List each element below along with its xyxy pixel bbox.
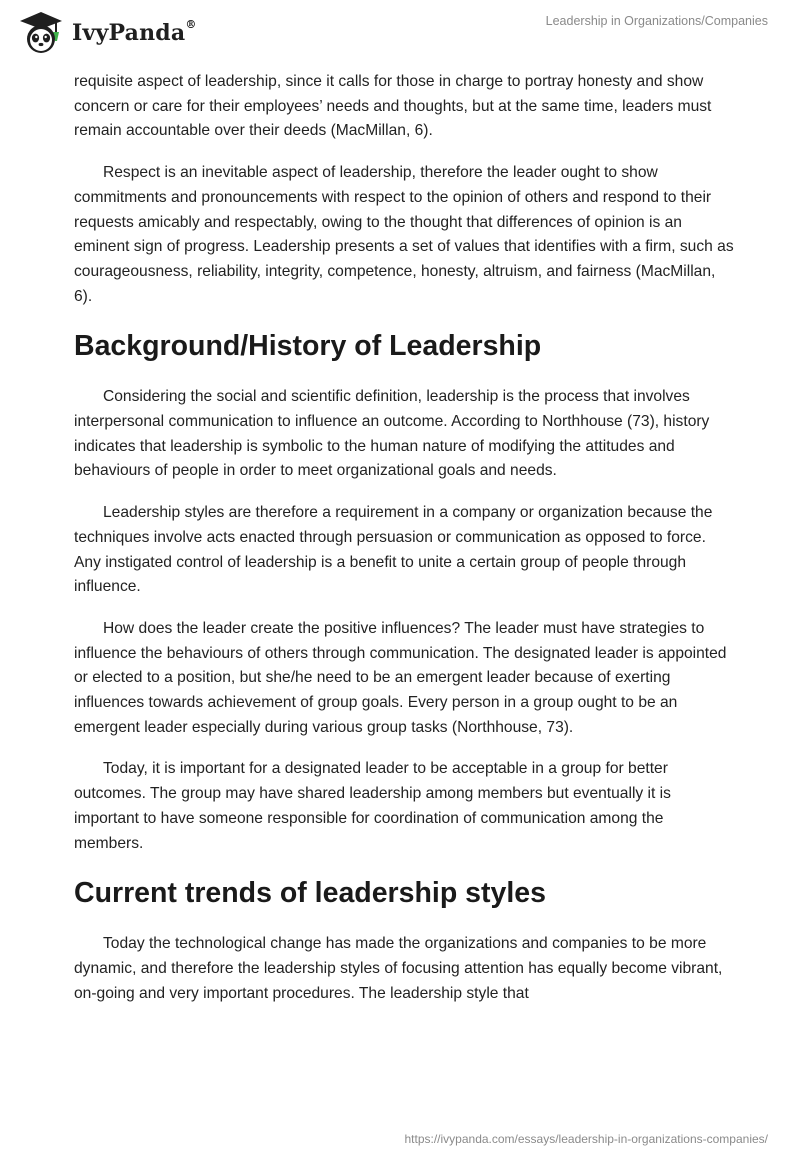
paragraph: requisite aspect of leadership, since it calls for those in charge to portray honesty and show concern or care for their employees’ needs and thoughts, but at the same time, leaders must remain accountable over their deeds (MacMillan, 6). xyxy=(74,73,712,140)
paragraph: Today the technological change has made the organizations and companies to be more dynamic, and therefore the leadership styles of focusing attention has equally become vibrant, on-going and very important procedures. The leadership style that xyxy=(74,935,723,1002)
paragraph: Considering the social and scientific definition, leadership is the process that involves interpersonal communication to influence an outcome. According to Northhouse (73), history indicates that leadership is symbolic to the human nature of modifying the attitudes and behaviours of people in order to meet organizational goals and needs. xyxy=(74,388,710,480)
page-header xyxy=(0,0,800,60)
panda-graduate-logo-icon xyxy=(18,10,64,56)
essay-body xyxy=(74,70,734,1023)
paragraph: Leadership styles are therefore a requirement in a company or organization because the techniques involve acts enacted through persuasion or communication as opposed to force. Any instigated control of leadership is a benefit to unite a certain group of people through influence. xyxy=(74,504,713,596)
section-heading-current-trends: Current trends of leadership styles xyxy=(74,877,546,910)
section-heading-background: Background/History of Leadership xyxy=(74,330,542,363)
paragraph: Respect is an inevitable aspect of leadership, therefore the leader ought to show commitments and pronouncements with respect to the opinion of others and respond to their requests amicably and respectably, owing to the thought that differences of opinion is an eminent sign of progress. Leadership presents a set of values that identifies with a firm, such as courageousness, reliability, integrity, competence, honesty, altruism, and fairness (MacMillan, 6). xyxy=(74,164,734,305)
paragraph: Today, it is important for a designated leader to be acceptable in a group for better outcomes. The group may have shared leadership among members but eventually it is important to have someone responsible for coordination of communication among the members. xyxy=(74,760,671,852)
footer-url-link[interactable]: https://ivypanda.com/essays/leadership-in-organizations-companies/ xyxy=(404,1132,768,1146)
brand-logo[interactable] xyxy=(18,10,197,56)
brand-name: IvyPanda® xyxy=(72,18,197,46)
registered-mark: ® xyxy=(185,18,197,31)
paragraph: How does the leader create the positive influences? The leader must have strategies to influence the behaviours of others through communication. The designated leader is appointed or elected to a position, but she/he need to be an emergent leader because of exerting influences towards achievement of group goals. Every person in a group ought to be an emergent leader especially during various group tasks (Northhouse, 73). xyxy=(74,619,727,736)
document-title: Leadership in Organizations/Companies xyxy=(545,14,768,28)
